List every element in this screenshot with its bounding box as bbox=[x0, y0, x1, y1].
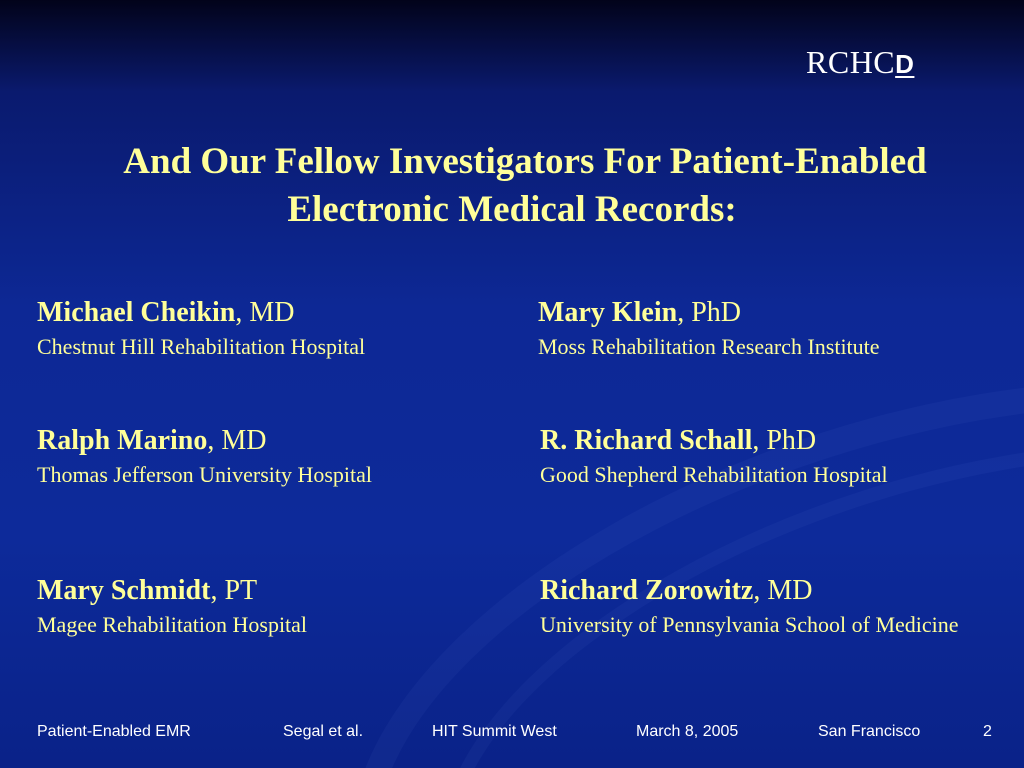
investigator-card bbox=[37, 296, 507, 363]
investigator-name: Ralph Marino, MD bbox=[37, 425, 267, 456]
investigator-card bbox=[540, 424, 940, 491]
investigator-card bbox=[538, 296, 1008, 363]
investigator-affiliation: University of Pennsylvania School of Medicine bbox=[540, 612, 959, 637]
investigator-card bbox=[540, 574, 980, 641]
investigator-credential: , PhD bbox=[677, 297, 741, 328]
footer-event: HIT Summit West bbox=[432, 723, 557, 740]
investigator-credential: , PT bbox=[210, 575, 258, 606]
investigator-affiliation: Chestnut Hill Rehabilitation Hospital bbox=[37, 334, 366, 359]
investigator-credential: , PhD bbox=[752, 425, 817, 456]
investigator-affiliation: Moss Rehabilitation Research Institute bbox=[538, 334, 880, 359]
slide-title-line-1: And Our Fellow Investigators For Patient-Enabled bbox=[123, 141, 927, 182]
slide-title bbox=[20, 138, 1004, 234]
investigator-card bbox=[37, 574, 507, 641]
slide-title-line-2: Electronic Medical Records: bbox=[287, 189, 737, 230]
footer-authors: Segal et al. bbox=[283, 723, 364, 740]
footer-topic: Patient-Enabled EMR bbox=[37, 723, 191, 740]
logo-accent-letter: D bbox=[895, 49, 915, 79]
investigator-credential: , MD bbox=[207, 425, 267, 456]
footer-page-number: 2 bbox=[983, 723, 992, 740]
investigator-credential: , MD bbox=[235, 297, 295, 328]
investigator-name: R. Richard Schall, PhD bbox=[540, 425, 817, 456]
investigator-credential: , MD bbox=[753, 575, 813, 606]
investigator-name: Michael Cheikin, MD bbox=[37, 297, 295, 328]
investigator-name: Richard Zorowitz, MD bbox=[540, 575, 813, 606]
investigator-affiliation: Good Shepherd Rehabilitation Hospital bbox=[540, 462, 888, 487]
investigator-affiliation: Magee Rehabilitation Hospital bbox=[37, 612, 308, 637]
investigator-name: Mary Klein, PhD bbox=[538, 297, 741, 328]
logo-text: RCHC bbox=[806, 44, 896, 80]
footer-location: San Francisco bbox=[818, 723, 921, 740]
investigator-affiliation: Thomas Jefferson University Hospital bbox=[37, 462, 373, 487]
investigator-card bbox=[37, 424, 507, 491]
rchcd-logo bbox=[806, 44, 914, 81]
slide-footer bbox=[0, 720, 1024, 746]
footer-date: March 8, 2005 bbox=[636, 723, 739, 740]
investigator-name: Mary Schmidt, PT bbox=[37, 575, 258, 606]
